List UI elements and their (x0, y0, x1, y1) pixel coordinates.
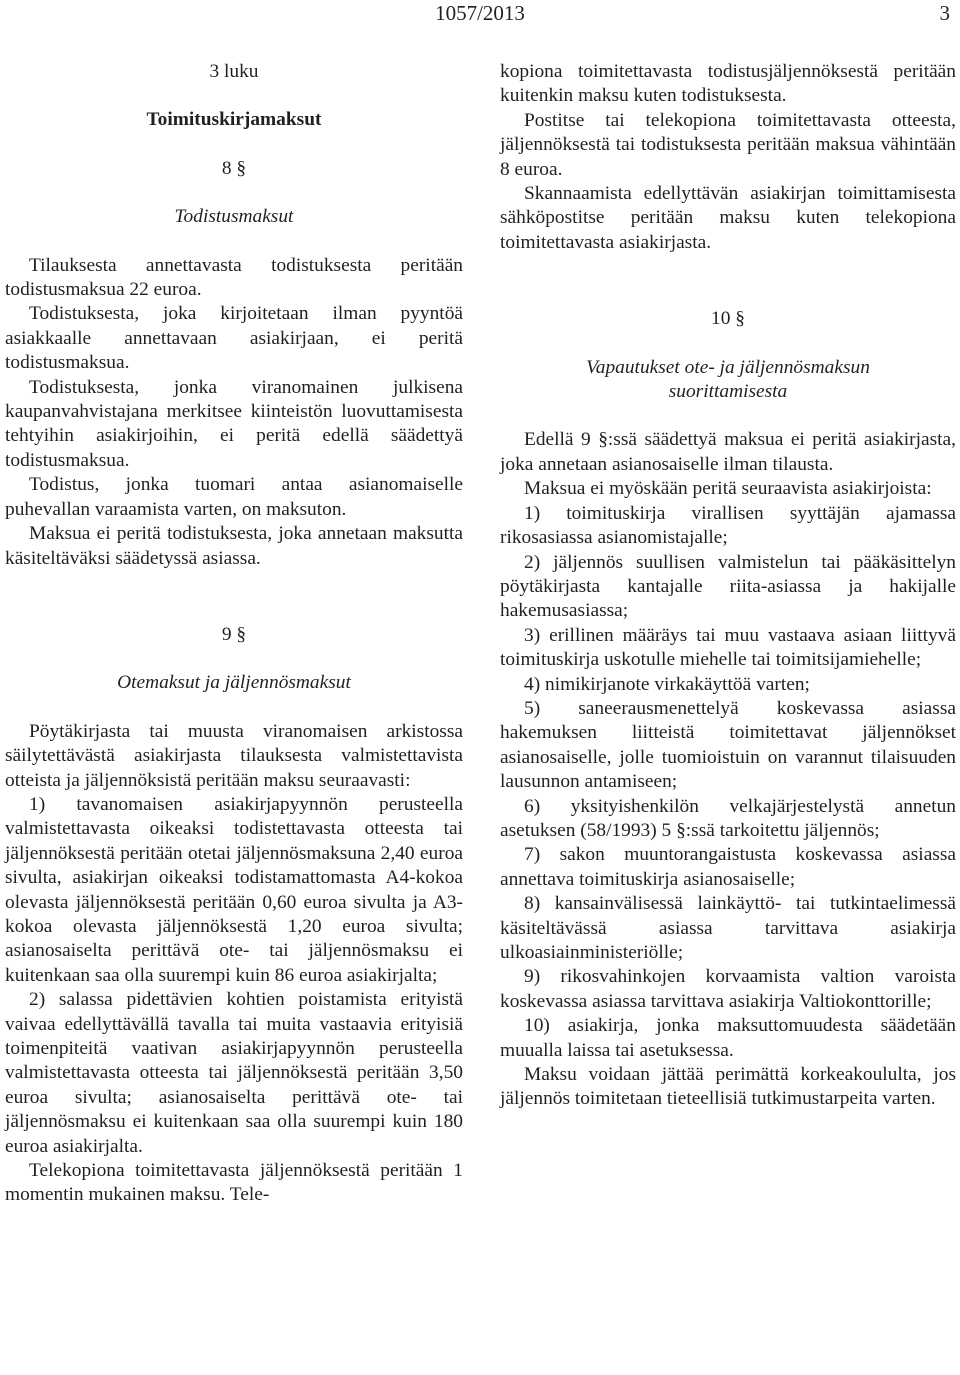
section-8-paragraph: Todistuksesta, jonka viranomainen julkisena kaupanvahvistajana merkitsee kiinteistön luovuttamisesta tehtyihin asiakirjoihin, ei peritä edellä säädettyä todistusmaksua. (5, 376, 463, 471)
section-9-paragraph: 2) salassa pidettävien kohtien poistamista erityistä vaivaa edellyttävällä tavalla tai muita vastaavia erityisiä toimenpiteitä vaativan asiakirjapyynnön perusteella valmistettavasta otteesta tai jäljennöksestä peritään 3,50 euroa sivulta; asianosaiselta perittävä ote- tai jäljennösmaksu ei kuitenkaan saa olla suurempi kuin 180 euroa asiakirjalta. (5, 989, 463, 1157)
section-10-list-item: 9) rikosvahinkojen korvaamista valtion varoista koskevassa asiassa tarvittava asiakirja Valtiokonttorille; (500, 966, 956, 1012)
page-header (0, 0, 960, 30)
continued-paragraph: kopiona toimitettavasta todistusjäljennöksestä peritään kuitenkin maksu kuten todistuksesta. (500, 61, 956, 107)
section-10-list-item: 4) nimikirjanote virkakäyttöä varten; (524, 673, 810, 695)
section-10-list-item: 3) erillinen määräys tai muu vastaava asiaan liittyvä toimituskirja uskotulle miehelle tai toimitsijamiehelle; (500, 624, 956, 671)
section-10-list-item: 8) kansainvälisessä lainkäyttö- tai tutkintaelimessä käsiteltävässä asiassa tarvittava asiakirja ulkoasiainministeriölle; (500, 893, 956, 963)
document-number: 1057/2013 (435, 1, 525, 25)
left-column (5, 60, 463, 1208)
paragraph: Postitse tai telekopiona toimitettavasta otteesta, jäljennöksestä tai todistuksesta peritään maksua vähintään 8 euroa. (500, 109, 956, 180)
section-10-list-item: 2) jäljennös suullisen valmistelun tai pääkäsittelyn pöytäkirjasta kantajalle riita-asiassa ja hakijalle hakemusasiassa; (500, 551, 956, 622)
page-number: 3 (939, 1, 950, 25)
section-10-list-item: 1) toimituskirja virallisen syyttäjän ajamassa rikosasiassa asianomistajalle; (500, 502, 956, 549)
section-9-paragraph: Pöytäkirjasta tai muusta viranomaisen arkistossa säilytettävästä asiakirjasta tilauksesta valmistettavista otteista ja jäljennöksistä peritään maksu seuraavasti: (5, 720, 463, 791)
section-8-paragraph: Tilauksesta annettavasta todistuksesta peritään todistusmaksua 22 euroa. (5, 254, 463, 301)
section-10-list-item: 6) yksityishenkilön velkajärjestelystä annetun asetuksen (58/1993) 5 §:ssä tarkoitettu jäljennös; (500, 795, 956, 841)
section-8-title: Todistusmaksut (174, 206, 294, 228)
section-10-list-item: 10) asiakirja, jonka maksuttomuudesta säädetään muualla laissa tai asetuksessa. (500, 1015, 956, 1061)
section-10-paragraph: Edellä 9 §:ssä säädettyä maksua ei peritä asiakirjasta, joka annetaan asianosaiselle ilman tilausta. (500, 429, 956, 475)
section-8-number: 8 § (221, 157, 247, 179)
section-10-paragraph: Maksua ei myöskään peritä seuraavista asiakirjoista: (524, 478, 932, 500)
section-8-paragraph: Todistus, jonka tuomari antaa asianomaiselle puhevallan varaamista varten, on maksuton. (5, 474, 463, 520)
section-10-title-line-2: suorittamisesta (668, 381, 788, 403)
right-column (500, 60, 956, 1112)
section-10-paragraph: Maksu voidaan jättää perimättä korkeakoululta, jos jäljennös toimitetaan tieteellisiä tutkimustarpeita varten. (500, 1064, 956, 1110)
paragraph: Skannaamista edellyttävän asiakirjan toimittamisesta sähköpostitse peritään maksu kuten telekopiona toimitettavasta asiakirjasta. (500, 183, 956, 253)
section-9-paragraph: 1) tavanomaisen asiakirjapyynnön perusteella valmistettavasta oikeaksi todistettavasta otteesta tai jäljennöksestä peritään otetai jäljennösmaksuna 2,40 euroa sivulta, asiakirjan oikeaksi todistamattomasta A4-kokoa olevasta jäljennöksestä peritään 0,60 euroa sivulta ja A3-kokoa olevasta jäljennöksestä 1,20 euroa sivulta; asianosaiselta perittävä ote- tai jäljennösmaksu ei kuitenkaan saa olla suurempi kuin 86 euroa asiakirjalta; (5, 793, 463, 986)
section-10-list-item: 7) sakon muuntorangaistusta koskevassa asiassa annettava toimituskirja asianosaiselle; (500, 844, 956, 890)
section-10-number: 10 § (711, 308, 745, 330)
chapter-title: Toimituskirjamaksut (146, 109, 322, 131)
section-10-title-line-1: Vapautukset ote- ja jäljennösmaksun (586, 356, 870, 378)
section-8-paragraph: Maksua ei peritä todistuksesta, joka annetaan maksutta käsiteltäväksi säädetyssä asiassa. (5, 523, 463, 569)
chapter-label: 3 luku (209, 61, 259, 82)
section-8-paragraph: Todistuksesta, joka kirjoitetaan ilman pyyntöä asiakkaalle annettavaan asiakirjaan, ei peritä todistusmaksua. (5, 303, 463, 374)
section-10-list-item: 5) saneerausmenettelyä koskevassa asiassa hakemuksen liitteistä toimitettavat jäljennökset asianosaiselle, jolle tuomioistuin on varannut tilaisuuden lausunnon antamiseen; (500, 697, 956, 793)
section-9-paragraph: Telekopiona toimitettavasta jäljennöksestä peritään 1 momentin mukainen maksu. Tele- (5, 1160, 463, 1206)
section-9-number: 9 § (221, 623, 247, 645)
section-9-title: Otemaksut ja jäljennösmaksut (117, 672, 351, 694)
